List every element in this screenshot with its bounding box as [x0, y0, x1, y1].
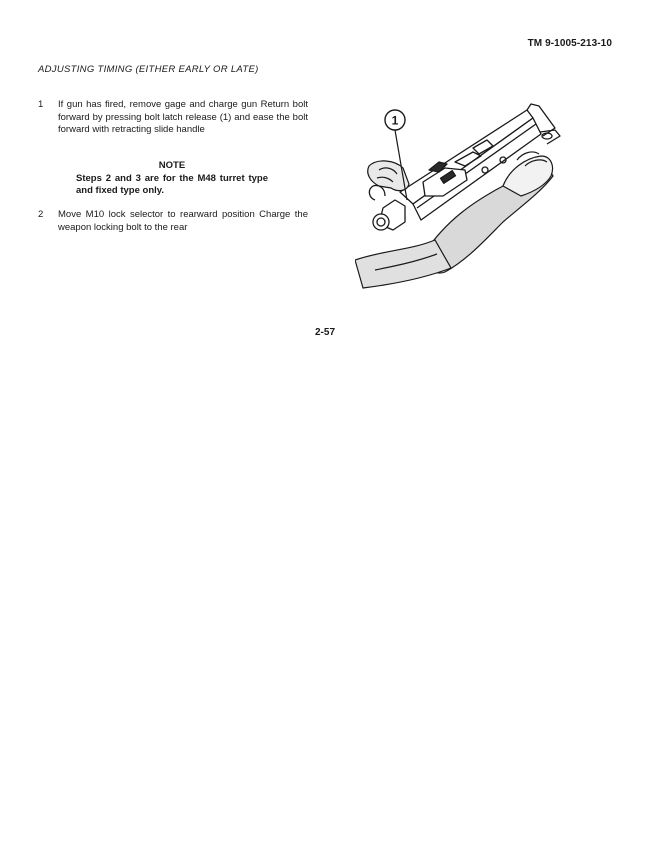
step-number: 1 [38, 99, 44, 110]
note-block [76, 160, 268, 198]
bolt-latch-illustration [355, 100, 570, 290]
step-number: 2 [38, 209, 44, 220]
tm-number: TM 9-1005-213-10 [527, 38, 612, 49]
section-heading: ADJUSTING TIMING (EITHER EARLY OR LATE) [38, 64, 259, 75]
step-2 [38, 209, 308, 234]
note-title: NOTE [158, 160, 186, 171]
step-text: Move M10 lock selector to rearward position Charge the weapon locking bolt to the rear [58, 209, 308, 233]
step-text: If gun has fired, remove gage and charge gun Return bolt forward by pressing bolt latch release (1) and ease the bolt forward with retracting slide handle [58, 99, 308, 136]
page-number: 2-57 [314, 327, 335, 338]
step-1 [38, 99, 308, 137]
note-text: Steps 2 and 3 are for the M48 turret type and fixed type only. [76, 172, 268, 197]
callout-number: 1 [391, 113, 399, 128]
